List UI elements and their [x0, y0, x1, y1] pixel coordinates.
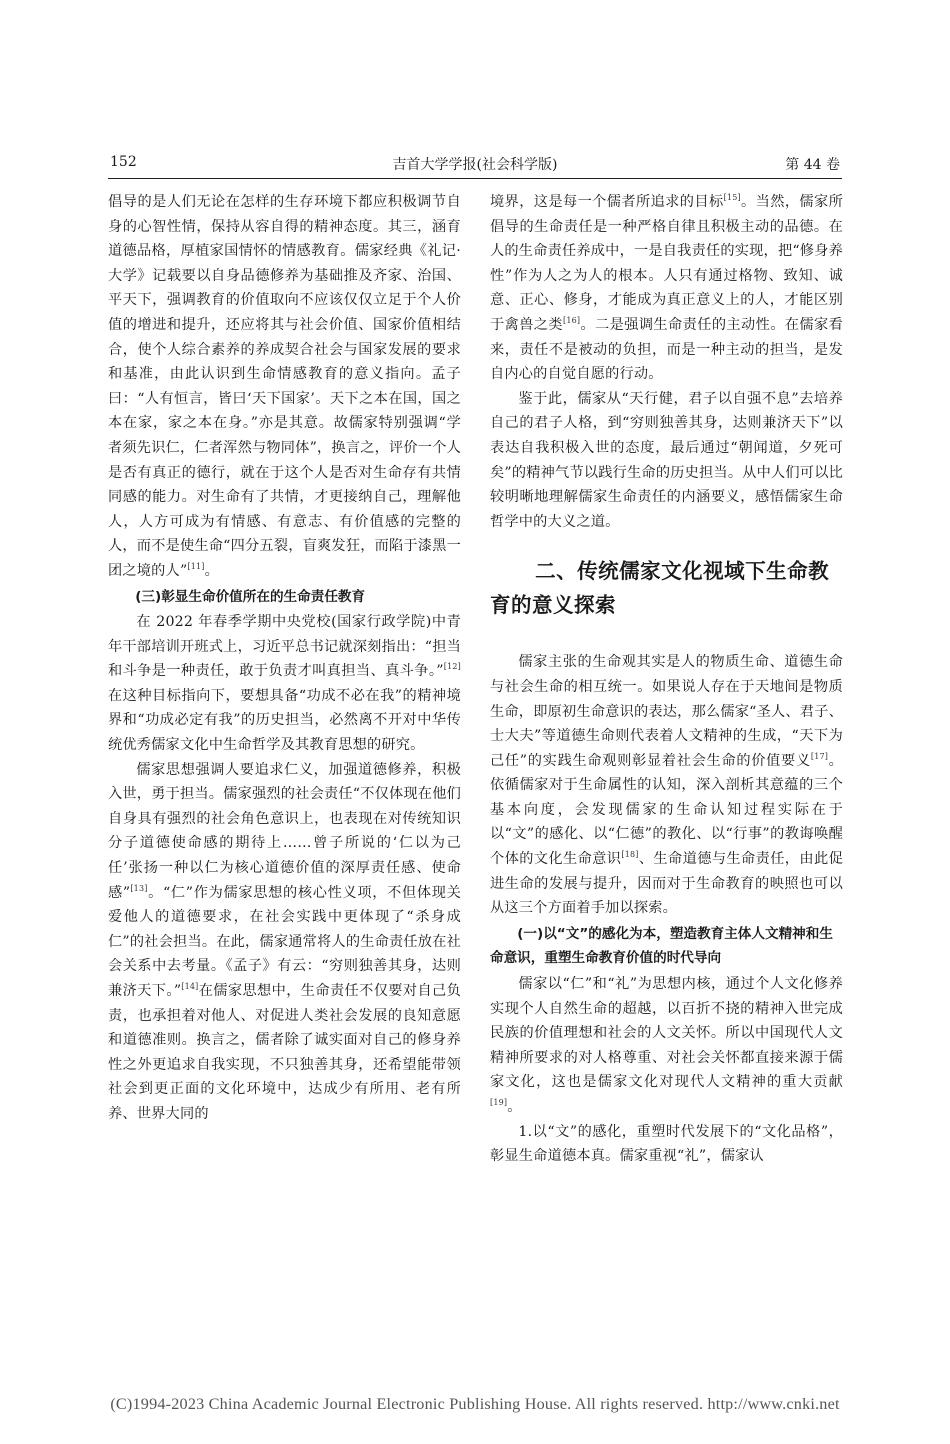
paragraph: 1.以“文”的感化，重塑时代发展下的“文化品格”，彰显生命道德本真。儒家重视“礼”，儒家认 [490, 1123, 843, 1165]
right-column [490, 190, 843, 1169]
paragraph: 境界，这是每一个儒者所追求的目标[15]。当然，儒家所倡导的生命责任是一种严格自律且积极主动的品德。在人的生命责任养成中，一是自我责任的实现，把“修身养性”作为人之为人的根本。人只有通过格物、致知、诚意、正心、修身，才能成为真正意义上的人，才能区别于禽兽之类[16]。二是强调生命责任的主动性。在儒家看来，责任不是被动的负担，而是一种主动的担当，是发自内心的自觉自愿的行动。 [490, 193, 843, 383]
page-number: 152 [110, 154, 137, 170]
paragraph: 儒家以“仁”和“礼”为思想内核，通过个人文化修养实现个人自然生命的超越，以百折不挠的精神入世完成民族的价值理想和社会的人文关怀。所以中国现代人文精神所要求的对人格尊重、对社会关怀都直接来源于儒家文化，这也是儒家文化对现代人文精神的重大贡献[19]。 [490, 976, 843, 1115]
left-column [108, 190, 461, 1127]
subsection-heading: (一)以“文”的感化为本，塑造教育主体人文精神和生命意识，重塑生命教育价值的时代导向 [490, 925, 833, 967]
citation-ref: [16] [563, 315, 581, 325]
citation-ref: [11] [187, 561, 205, 571]
citation-ref: [14] [181, 982, 199, 991]
section-heading: 二、传统儒家文化视域下生命教育的意义探索 [490, 559, 830, 618]
paragraph: 儒家思想强调人要追求仁义，加强道德修养，积极入世，勇于担当。儒家强烈的社会责任“不仅体现在他们自身具有强烈的社会角色意识上，也表现在对传统知识分子道德使命感的期待上……曾子所说的‘仁以为己任’张扬一种以仁为核心道德价值的深厚责任感、使命感”[13]。“仁”作为儒家思想的核心性义项，不但体现关爱他人的道德要求，在社会实践中更体现了“杀身成仁”的社会担当。在此，儒家通常将人的生命责任放在社会关系中去考量。《孟子》有云：“穷则独善其身，达则兼济天下。”[14]在儒家思想中，生命责任不仅要对自己负责，也承担着对他人、对促进人类社会发展的良知意愿和道德准则。换言之，儒者除了诚实面对自己的修身养性之外更追求自我实现，不只独善其身，还希望能带领社会到更正面的文化环境中，达成少有所用、老有所养、世界大同的 [108, 761, 462, 1122]
citation-ref: [17] [810, 751, 829, 761]
journal-title: 吉首大学学报(社会科学版) [392, 157, 558, 173]
volume-number: 第 44 卷 [785, 157, 840, 173]
paragraph: 儒家主张的生命观其实是人的物质生命、道德生命与社会生命的相互统一。如果说人存在于天地间是物质生命，即原初生命意识的表达，那么儒家“圣人、君子、士大夫”等道德生命则代表着人文精神的生成，“天下为己任”的实践生命观则彰显着社会生命的价值要义[17]。依循儒家对于生命属性的认知，深入剖析其意蕴的三个基本向度，会发现儒家的生命认知过程实际在于以“文”的感化、以“仁德”的教化、以“行事”的教诲唤醒个体的文化生命意识[18]、生命道德与生命责任，由此促进生命的发展与提升，因而对于生命教育的映照也可以从这三个方面着手加以探索。 [490, 654, 844, 917]
citation-ref: [15] [723, 193, 741, 202]
subsection-heading: (三)彰显生命价值所在的生命责任教育 [135, 588, 366, 605]
citation-ref: [19] [490, 1098, 508, 1107]
citation-ref: [13] [130, 883, 148, 893]
copyright-footer: (C)1994-2023 China Academic Journal Electronic Publishing House. All rights reserved. http://www.cnki.net [110, 1395, 840, 1413]
running-header [108, 152, 842, 179]
paragraph: 倡导的是人们无论在怎样的生存环境下都应积极调节自身的心智性情，保持从容自得的精神态度。其三，涵育道德品格，厚植家国情怀的情感教育。儒家经典《礼记·大学》记载要以自身品德修养为基础推及齐家、治国、平天下，强调教育的价值取向不应该仅仅立足于个人价值的增进和提升，还应将其与社会价值、国家价值相结合，使个人综合素养的养成契合社会与国家发展的要求和基准，由此认识到生命情感教育的意义指向。孟子曰：“人有恒言，皆曰‘天下国家’。天下之本在国，国之本在家，家之本在身。”亦是其意。故儒家特别强调“学者须先识仁，仁者浑然与物同体”，换言之，评价一个人是否有真正的德行，就在于这个人是否对生命存有共情同感的能力。对生命有了共情，才更接纳自己，理解他人，人方可成为有情感、有意志、有价值感的完整的人，而不是使生命“四分五裂，盲爽发狂，而陷于漆黑一团之境的人”[11]。 [108, 194, 461, 579]
paragraph: 鉴于此，儒家从“天行健，君子以自强不息”去培养自己的君子人格，到“穷则独善其身，达则兼济天下”以表达自我积极入世的态度，最后通过“朝闻道，夕死可矣”的精神气节以践行生命的历史担当。从中人们可以比较明晰地理解儒家生命责任的内涵要义，感悟儒家生命哲学中的大义之道。 [490, 390, 843, 530]
citation-ref: [18] [621, 850, 639, 860]
paragraph: 在 2022 年春季学期中央党校(国家行政学院)中青年干部培训开班式上，习近平总书记就深刻指出：“担当和斗争是一种责任，敢于负责才叫真担当、真斗争。”[12]在这种目标指向下，要想具备“功成不必在我”的精神境界和“功成必定有我”的历史担当，必然离不开对中华传统优秀儒家文化中生命哲学及其教育思想的研究。 [108, 614, 461, 754]
citation-ref: [12] [443, 662, 461, 672]
